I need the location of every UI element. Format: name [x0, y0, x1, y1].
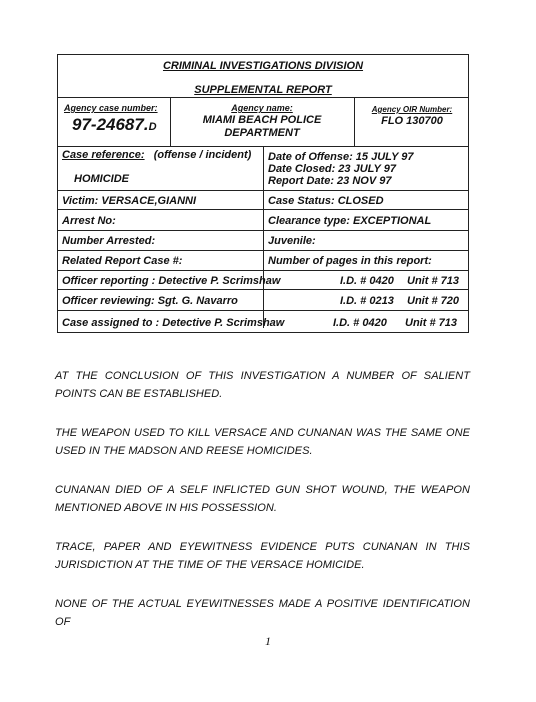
- officer-reviewing-unit: Unit # 720: [407, 295, 459, 307]
- divider: [58, 209, 468, 210]
- agency-name-line1: MIAMI BEACH POLICE: [202, 114, 322, 126]
- number-arrested-field: Number Arrested:: [62, 235, 156, 247]
- divider: [58, 289, 468, 290]
- report-date: Report Date: 23 NOV 97: [268, 175, 392, 187]
- divider: [58, 190, 468, 191]
- victim-field: Victim: VERSACE,GIANNI: [62, 195, 197, 207]
- case-reference-title: Case reference:: [62, 149, 145, 161]
- division-title: CRIMINAL INVESTIGATIONS DIVISION: [162, 60, 364, 72]
- divider: [58, 250, 468, 251]
- report-form: [57, 54, 469, 333]
- case-number-main: 97-24687.: [72, 115, 149, 134]
- officer-reviewing-id: I.D. # 0213: [340, 295, 394, 307]
- agency-case-number-label: Agency case number:: [64, 103, 158, 113]
- page-number: 1: [265, 634, 271, 648]
- divider: [58, 310, 468, 311]
- case-reference-label: [62, 149, 251, 161]
- divider: [58, 97, 468, 98]
- officer-reviewing: Officer reviewing: Sgt. G. Navarro: [62, 295, 238, 307]
- case-assigned-unit: Unit # 713: [405, 317, 457, 329]
- agency-oir-label: Agency OIR Number:: [371, 105, 453, 114]
- related-case-field: Related Report Case #:: [62, 255, 183, 267]
- agency-case-number: [72, 115, 157, 135]
- arrest-no-field: Arrest No:: [62, 215, 116, 227]
- case-reference-sub: (offense / incident): [153, 149, 252, 161]
- juvenile-field: Juvenile:: [268, 235, 316, 247]
- officer-reporting-unit: Unit # 713: [407, 275, 459, 287]
- body-paragraph: THE WEAPON USED TO KILL VERSACE AND CUNANAN WAS THE SAME ONE USED IN THE MADSON AND REESE HOMICIDES.: [55, 427, 470, 457]
- divider: [58, 230, 468, 231]
- body-paragraph: NONE OF THE ACTUAL EYEWITNESSES MADE A POSITIVE IDENTIFICATION OF: [55, 598, 470, 628]
- divider: [58, 270, 468, 271]
- date-of-offense: Date of Offense: 15 JULY 97: [268, 151, 414, 163]
- clearance-type-field: Clearance type: EXCEPTIONAL: [268, 215, 432, 227]
- case-reference-value: HOMICIDE: [74, 173, 129, 185]
- report-type-title: SUPPLEMENTAL REPORT: [194, 84, 332, 96]
- officer-reporting-id: I.D. # 0420: [340, 275, 394, 287]
- case-assigned-id: I.D. # 0420: [333, 317, 387, 329]
- agency-oir-value: FLO 130700: [381, 115, 443, 127]
- agency-name-line2: DEPARTMENT: [224, 127, 300, 139]
- divider: [263, 146, 264, 328]
- pages-in-report-field: Number of pages in this report:: [268, 255, 432, 267]
- body-paragraph: AT THE CONCLUSION OF THIS INVESTIGATION A NUMBER OF SALIENT POINTS CAN BE ESTABLISHED.: [55, 370, 470, 400]
- agency-name-label: Agency name:: [231, 103, 293, 113]
- case-number-suffix: D: [148, 121, 157, 133]
- case-status-field: Case Status: CLOSED: [268, 195, 384, 207]
- body-paragraph: CUNANAN DIED OF A SELF INFLICTED GUN SHOT WOUND, THE WEAPON MENTIONED ABOVE IN HIS POSSESSION.: [55, 484, 470, 514]
- officer-reporting: Officer reporting : Detective P. Scrimshaw: [62, 275, 281, 287]
- body-paragraph: TRACE, PAPER AND EYEWITNESS EVIDENCE PUTS CUNANAN IN THIS JURISDICTION AT THE TIME OF THE VERSACE HOMICIDE.: [55, 541, 470, 571]
- date-closed: Date Closed: 23 JULY 97: [268, 163, 396, 175]
- case-assigned: Case assigned to : Detective P. Scrimshaw: [62, 317, 285, 329]
